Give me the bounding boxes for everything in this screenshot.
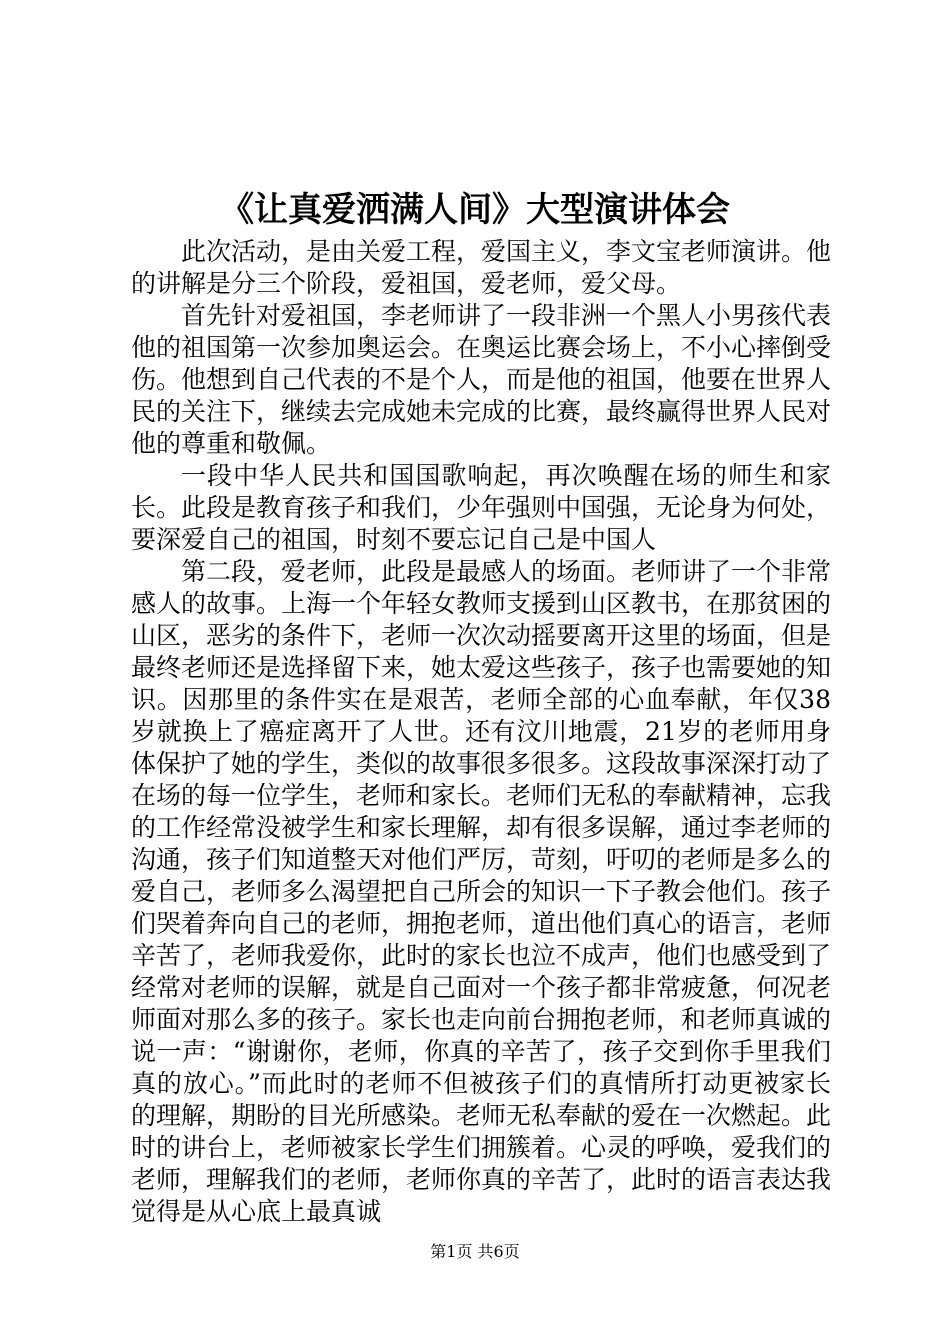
document-body <box>131 236 831 1228</box>
paragraph: 首先针对爱祖国，李老师讲了一段非洲一个黑人小男孩代表他的祖国第一次参加奥运会。在奥运比赛会场上，不小心摔倒受伤。他想到自己代表的不是个人，而是他的祖国，他要在世界人民的关注下，继续去完成她未完成的比赛，最终赢得世界人民对他的尊重和敬佩。 <box>131 301 832 458</box>
page-footer: 第1页 共6页 <box>430 1242 520 1261</box>
document-title: 《让真爱洒满人间》大型演讲体会 <box>220 190 730 230</box>
paragraph: 第二段，爱老师，此段是最感人的场面。老师讲了一个非常感人的故事。上海一个年轻女教师支援到山区教书，在那贫困的山区，恶劣的条件下，老师一次次动摇要离开这里的场面，但是最终老师还是选择留下来，她太爱这些孩子，孩子也需要她的知识。因那里的条件实在是艰苦，老师全部的心血奉献，年仅38岁就换上了癌症离开了人世。还有汶川地震，21岁的老师用身体保护了她的学生，类似的故事很多很多。这段故事深深打动了在场的每一位学生，老师和家长。老师们无私的奉献精神，忘我的工作经常没被学生和家长理解，却有很多误解，通过李老师的沟通，孩子们知道整天对他们严厉，苛刻，吁叨的老师是多么的爱自己，老师多么渴望把自己所会的知识一下子教会他们。孩子们哭着奔向自己的老师，拥抱老师，道出他们真心的语言，老师辛苦了，老师我爱你，此时的家长也泣不成声，他们也感受到了经常对老师的误解，就是自己面对一个孩子都非常疲惫，何况老师面对那么多的孩子。家长也走向前台拥抱老师，和老师真诚的说一声：“谢谢你，老师，你真的辛苦了，孩子交到你手里我们真的放心。”而此时的老师不但被孩子们的真情所打动更被家长的理解，期盼的目光所感染。老师无私奉献的爱在一次燃起。此时的讲台上，老师被家长学生们拥簇着。心灵的呼唤，爱我们的老师，理解我们的老师，老师你真的辛苦了，此时的语言表达我觉得是从心底上最真诚 <box>131 557 832 1226</box>
paragraph: 此次活动，是由关爱工程，爱国主义，李文宝老师演讲。他的讲解是分三个阶段，爱祖国，爱老师，爱父母。 <box>131 237 832 298</box>
paragraph: 一段中华人民共和国国歌响起，再次唤醒在场的师生和家长。此段是教育孩子和我们，少年强则中国强，无论身为何处，要深爱自己的祖国，时刻不要忘记自己是中国人 <box>131 461 832 554</box>
